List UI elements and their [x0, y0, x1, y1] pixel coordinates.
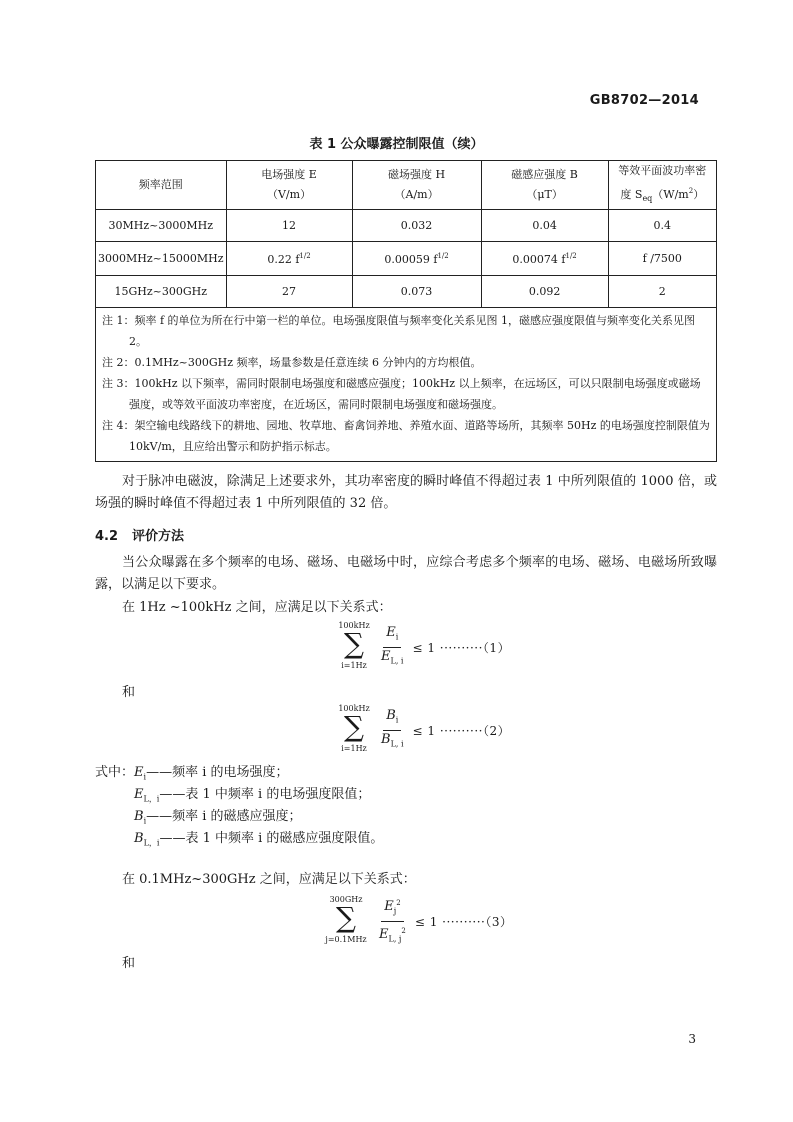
sum-upper-limit: 100kHz: [338, 704, 370, 713]
fraction-numerator: [383, 707, 401, 731]
sum-operator: [332, 704, 376, 756]
sigma-symbol: ∑: [344, 627, 364, 660]
section-heading: [95, 525, 184, 544]
sum-operator: [318, 895, 374, 947]
header-s-unit-text: （W/m: [652, 188, 689, 201]
definition-text: ——频率 i 的磁感应强度；: [146, 809, 302, 824]
numerator-subscript: j: [393, 906, 397, 916]
header-h-title: 磁场强度 H: [388, 168, 446, 182]
definition-subscript: i: [143, 772, 147, 782]
cell-power-density: 0.4: [608, 210, 716, 242]
header-power-density: [608, 161, 716, 210]
denominator-symbol: B: [381, 731, 391, 747]
cell-magnetic-field: 0.073: [352, 276, 481, 308]
definition-subscript: i: [143, 816, 147, 826]
definition-symbol: E: [134, 765, 144, 780]
table-note: 注 1：频率 f 的单位为所在行中第一栏的单位。电场强度限值与频率变化关系见图 1，磁感应强度限值与频率变化关系见图 2。: [102, 314, 696, 349]
header-b-title: 磁感应强度 B: [511, 168, 578, 182]
definition-symbol: E: [134, 787, 144, 802]
cell-magnetic-field: [352, 242, 481, 276]
definition-subscript: L，i: [143, 794, 160, 804]
table-note: 注 2：0.1MHz~300GHz 频率，场量参数是任意连续 6 分钟内的方均根值。: [102, 356, 482, 370]
page-number: 3: [688, 1032, 696, 1046]
cell-frequency: 3000MHz~15000MHz: [96, 242, 227, 276]
numerator-symbol: E: [386, 624, 396, 640]
table-row: [96, 276, 717, 308]
fraction-numerator: [381, 894, 403, 922]
header-s-unit-close: ）: [693, 188, 705, 201]
table-row: [96, 210, 717, 242]
equation-1: [332, 621, 510, 673]
cell-flux-density: 0.092: [481, 276, 608, 308]
table-notes-row: [96, 308, 717, 462]
definition-text: ——表 1 中频率 i 的磁感应强度限值。: [159, 831, 384, 846]
header-electric-field: [226, 161, 352, 210]
cell-frequency: 15GHz~300GHz: [96, 276, 227, 308]
cell-power-density: f /7500: [608, 242, 716, 276]
cell-flux-density: 0.04: [481, 210, 608, 242]
table-row: [96, 242, 717, 276]
definition-symbol: B: [134, 809, 144, 824]
header-b-unit: （μT）: [526, 188, 563, 202]
table-note: 注 3：100kHz 以下频率，需同时限制电场强度和磁感应强度；100kHz 以上频率，在远场区，可以只限制电场强度或磁场强度，或等效平面波功率密度，在近场区，需同时限制电场强度和磁场强度。: [102, 377, 701, 412]
exposure-limits-table: [95, 160, 717, 462]
denominator-subscript: L, i: [390, 656, 404, 666]
equation-rhs: ≤ 1 ··········（3）: [414, 914, 513, 929]
section-number: 4.2: [95, 529, 119, 544]
cell-magnetic-field: 0.032: [352, 210, 481, 242]
equation-3: [318, 894, 512, 948]
header-h-unit: （A/m）: [394, 188, 439, 202]
header-s-subscript: eq: [642, 194, 653, 204]
fraction-numerator: [383, 624, 401, 648]
header-magnetic-field: [352, 161, 481, 210]
pulse-paragraph: 对于脉冲电磁波，除满足上述要求外，其功率密度的瞬时峰值不得超过表 1 中所列限值的 1000 倍，或场强的瞬时峰值不得超过表 1 中所列限值的 32 倍。: [95, 474, 717, 511]
equation-rhs: ≤ 1 ··········（1）: [412, 640, 511, 655]
header-s-symbol: 度 S: [620, 188, 643, 201]
definition-text: ——表 1 中频率 i 的电场强度限值；: [159, 787, 371, 802]
table-notes: [96, 308, 717, 462]
fraction-denominator: [376, 922, 409, 949]
cell-power-density: 2: [608, 276, 716, 308]
numerator-subscript: i: [395, 632, 399, 642]
denominator-subscript: L, i: [390, 739, 404, 749]
numerator-subscript: i: [395, 715, 399, 725]
definitions-prefix: 式中：: [95, 765, 135, 780]
table-note: 注 4：架空输电线路线下的耕地、园地、牧草地、畜禽饲养地、养殖水面、道路等场所，其频率 50Hz 的电场强度控制限值为 10kV/m，且应给出警示和防护指示标志。: [102, 419, 710, 454]
definition-symbol: B: [134, 831, 144, 846]
header-s-superscript: 2: [688, 187, 694, 195]
sum-lower-limit: j=0.1MHz: [325, 935, 367, 945]
definition-text: ——频率 i 的电场强度；: [146, 765, 289, 780]
sum-lower-limit: i=1Hz: [341, 744, 367, 753]
denominator-exponent: 2: [401, 926, 406, 935]
denominator-subscript: L, j: [388, 934, 402, 944]
numerator-exponent: 2: [396, 899, 401, 907]
cell-electric-field: [226, 242, 352, 276]
denominator-symbol: E: [381, 648, 391, 664]
cell-electric-field: 27: [226, 276, 352, 308]
cell-b-expr: 0.00074 f: [512, 252, 566, 266]
cell-electric-field: 12: [226, 210, 352, 242]
fraction: [378, 707, 407, 753]
header-e-title: 电场强度 E: [261, 168, 317, 182]
cell-frequency: 30MHz~3000MHz: [96, 210, 227, 242]
evaluation-paragraph: 当公众曝露在多个频率的电场、磁场、电磁场中时，应综合考虑多个频率的电场、磁场、电磁场所致曝露，以满足以下要求。: [95, 555, 717, 592]
range1-intro: 在 1Hz ~100kHz 之间，应满足以下关系式：: [122, 600, 392, 615]
sigma-symbol: ∑: [336, 901, 356, 935]
cell-e-exponent: 1/2: [299, 251, 311, 260]
and-connector: 和: [122, 956, 136, 971]
fraction: [376, 894, 409, 948]
equation-2: [332, 704, 510, 756]
header-s-title: 等效平面波功率密: [618, 164, 707, 177]
table-caption: 表 1 公众曝露控制限值（续）: [309, 137, 484, 152]
equation-rhs: ≤ 1 ··········（2）: [412, 723, 511, 738]
header-frequency: 频率范围: [96, 161, 227, 210]
fraction-denominator: [378, 731, 407, 754]
standard-number: GB8702—2014: [589, 93, 699, 108]
definition-4: [134, 828, 383, 855]
header-s-unit: [611, 181, 714, 209]
sum-upper-limit: 100kHz: [338, 621, 370, 630]
range2-intro: 在 0.1MHz~300GHz 之间，应满足以下关系式：: [122, 872, 416, 887]
table-header-row: [96, 161, 717, 210]
cell-flux-density: [481, 242, 608, 276]
denominator-symbol: E: [379, 926, 389, 942]
cell-h-expr: 0.00059 f: [384, 252, 438, 266]
sum-lower-limit: i=1Hz: [341, 661, 367, 670]
numerator-symbol: B: [386, 707, 396, 723]
cell-h-exponent: 1/2: [437, 251, 449, 260]
cell-e-expr: 0.22 f: [267, 252, 300, 266]
header-e-unit: （V/m）: [266, 188, 312, 202]
section-title: 评价方法: [132, 529, 185, 544]
fraction: [378, 624, 406, 670]
sigma-symbol: ∑: [344, 710, 364, 743]
numerator-symbol: E: [384, 899, 394, 914]
sum-upper-limit: 300GHz: [329, 895, 363, 905]
header-flux-density: [481, 161, 608, 210]
and-connector: 和: [122, 685, 136, 700]
fraction-denominator: [378, 648, 406, 671]
sum-operator: [332, 621, 376, 673]
definition-subscript: L，i: [143, 838, 160, 848]
cell-b-exponent: 1/2: [565, 251, 577, 260]
